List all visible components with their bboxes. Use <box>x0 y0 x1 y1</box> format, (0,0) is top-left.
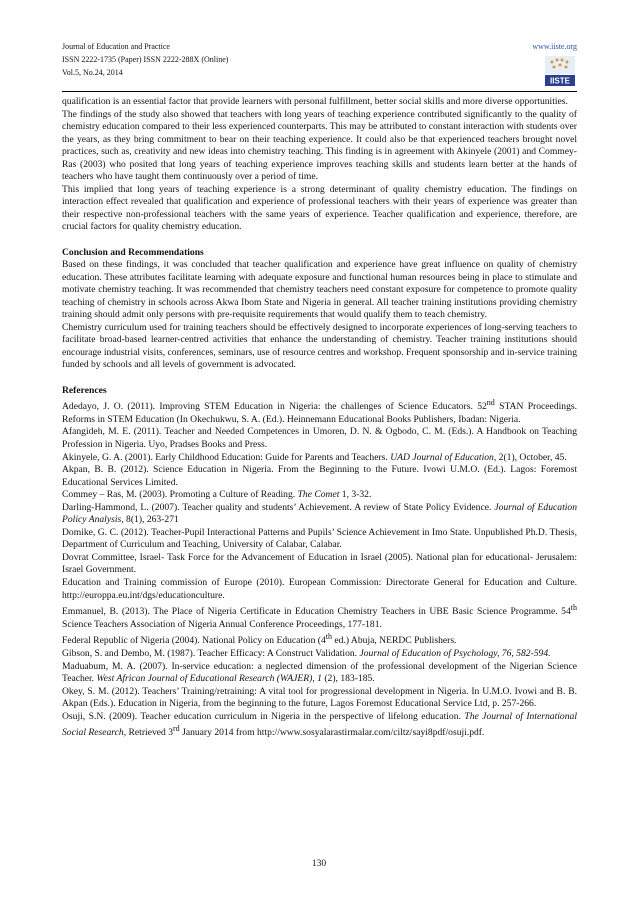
paragraph: This implied that long years of teaching experience is a strong determinant of quality chemistry education. The findings on interaction effect revealed that qualification and experience of professional teachers with their years of experience was greater than their respective non-professional teachers with the same years of experience. Teacher qualification and experience, therefore, are crucial factors for quality chemistry education. <box>62 183 577 233</box>
journal-title: Journal of Education and Practice <box>62 42 170 51</box>
paragraph: Based on these findings, it was concluded that teacher qualification and experience have great influence on quality of chemistry education. These attributes facilitate learning with adequate exposure and functional human resources being in place to stimulate and motivate chemistry teaching. It was recommended that chemistry teachers need constant exposure for competence to promote quality teaching of chemistry in schools across Akwa Ibom State and Nigeria in general. All teacher training institutions providing chemistry training should admit only persons with pre-requisite requirements that would qualify them to teach chemistry. <box>62 259 577 321</box>
reference-item: Emmanuel, B. (2013). The Place of Nigeria Certificate in Education Chemistry Teachers in UBE Basic Science Programme. 54th Science Teachers Association of Nigeria Annual Conference Proceedings, 177-181. <box>62 603 577 630</box>
reference-item: Adedayo, J. O. (2011). Improving STEM Education in Nigeria: the challenges of Science Educators. 52nd STAN Proceedings. Reforms in STEM Education (In Okechukwu, S. A. (Ed.). Heinnemann Educational Books Publishers, Ibadan: Nigeria. <box>62 398 578 425</box>
header-rule <box>62 91 577 92</box>
reference-item: Commey – Ras, M. (2003). Promoting a Culture of Reading. The Comet 1, 3-32. <box>62 489 372 501</box>
paragraph: The findings of the study also showed that teachers with long years of teaching experience contributed significantly to the quality of chemistry education compared to their less experienced counterparts. This may be attributed to constant interaction with students over the years, as they bring commitment to bear on their teaching experience. It could also be that experienced teachers brought novel practices, such as, creativity and new ideas into chemistry teaching. This finding is in agreement with Akinyele (2001) and Commey-Ras (2003) who posited that long years of teaching experience improves teaching skills and students learn better at the hands of teachers who have taught them continuously over a period of time. <box>62 108 577 183</box>
reference-item: Akinyele, G. A. (2001). Early Childhood Education: Guide for Parents and Teachers. UAD Journal of Education, 2(1), October, 45. <box>62 451 567 463</box>
iiste-logo-icon <box>543 54 577 88</box>
paragraph: Chemistry curriculum used for training teachers should be effectively designed to incorporate experiences of long-serving teachers to facilitate broad-based learner-centred activities that enhance the understanding of chemistry. Teacher training institutions should encourage industrial visits, conferences, seminars, use of resource centres and workshop. Frequent sponsorship and in-service training funded by schools and all levels of government is advocated. <box>62 321 577 371</box>
paragraph: qualification is an essential factor that provide learners with personal fulfillment, better social skills and more diverse opportunities. <box>62 96 568 107</box>
issn-line: ISSN 2222-1735 (Paper) ISSN 2222-288X (Online) <box>62 55 229 64</box>
volume-line: Vol.5, No.24, 2014 <box>62 68 123 77</box>
article-body <box>62 96 577 740</box>
reference-item: Osuji, S.N. (2009). Teacher education curriculum in Nigeria in the perspective of lifelong education. The Journal of International Social Research, Retrieved 3rd January 2014 from http://www.sosyalarastirmalar.com/ciltz/sayi8pdf/osuji.pdf. <box>62 710 577 739</box>
reference-item: Federal Republic of Nigeria (2004). National Policy on Education (4th ed.) Abuja, NERDC Publishers. <box>62 632 457 647</box>
reference-item: Education and Training commission of Europe (2010). European Commission: Directorate General for Education and Culture. http://europpa.eu.int/dgs/educationculture. <box>62 576 577 601</box>
section-heading: References <box>62 384 107 396</box>
page-number: 130 <box>311 858 327 869</box>
page-header <box>62 40 577 90</box>
reference-item: Maduabum, M. A. (2007). In-service education: a neglected dimension of the professional development of the Nigerian Science Teacher. West African Journal of Educational Research (WAJER), 1 (2), 183-185. <box>62 660 577 685</box>
reference-item: Domike, G. C. (2012). Teacher-Pupil Interactional Patterns and Pupils’ Science Achievement in Imo State. Unpublished Ph.D. Thesis, Department of Curriculum and Teaching, University of Calabar, Calabar. <box>62 526 577 551</box>
reference-item: Gibson, S. and Dembo, M. (1987). Teacher Efficacy: A Construct Validation. Journal of Education of Psychology, 76, 582-594. <box>62 648 551 660</box>
reference-item: Darling-Hammond, L. (2007). Teacher quality and students’ Achievement. A review of State Policy Evidence. Journal of Education Policy Analysis, 8(1), 263-271 <box>62 501 577 526</box>
journal-url-link[interactable]: www.iiste.org <box>532 42 577 51</box>
reference-list <box>62 397 577 740</box>
reference-item: Okey, S. M. (2012). Teachers’ Training/retraining: A vital tool for progressional development in Nigeria. In U.M.O. Ivowi and B. B. Akpan (Eds.). Education in Nigeria, from the beginning to the future, Lagos Foremost Educational Service Ltd, p. 257-266. <box>62 685 577 710</box>
svg-text:IISTE: IISTE <box>549 76 571 86</box>
reference-item: Afangideh, M. E. (2011). Teacher and Needed Competences in Umoren, D. N. & Ogbodo, C. M. (Eds.). A Handbook on Teaching Profession in Nigeria. Uyo, Pradses Books and Press. <box>62 426 577 450</box>
section-heading: Conclusion and Recommendations <box>62 246 204 258</box>
reference-item: Dovrat Committee, Israel- Task Force for the Advancement of Education in Israel (2005). National plan for educational- Jerusalem: Israel Government. <box>62 551 577 576</box>
reference-item: Akpan, B. B. (2012). Science Education in Nigeria. From the Beginning to the Future. Ivowi U.M.O. (Ed.). Lagos: Foremost Educational Services Limited. <box>62 464 577 488</box>
